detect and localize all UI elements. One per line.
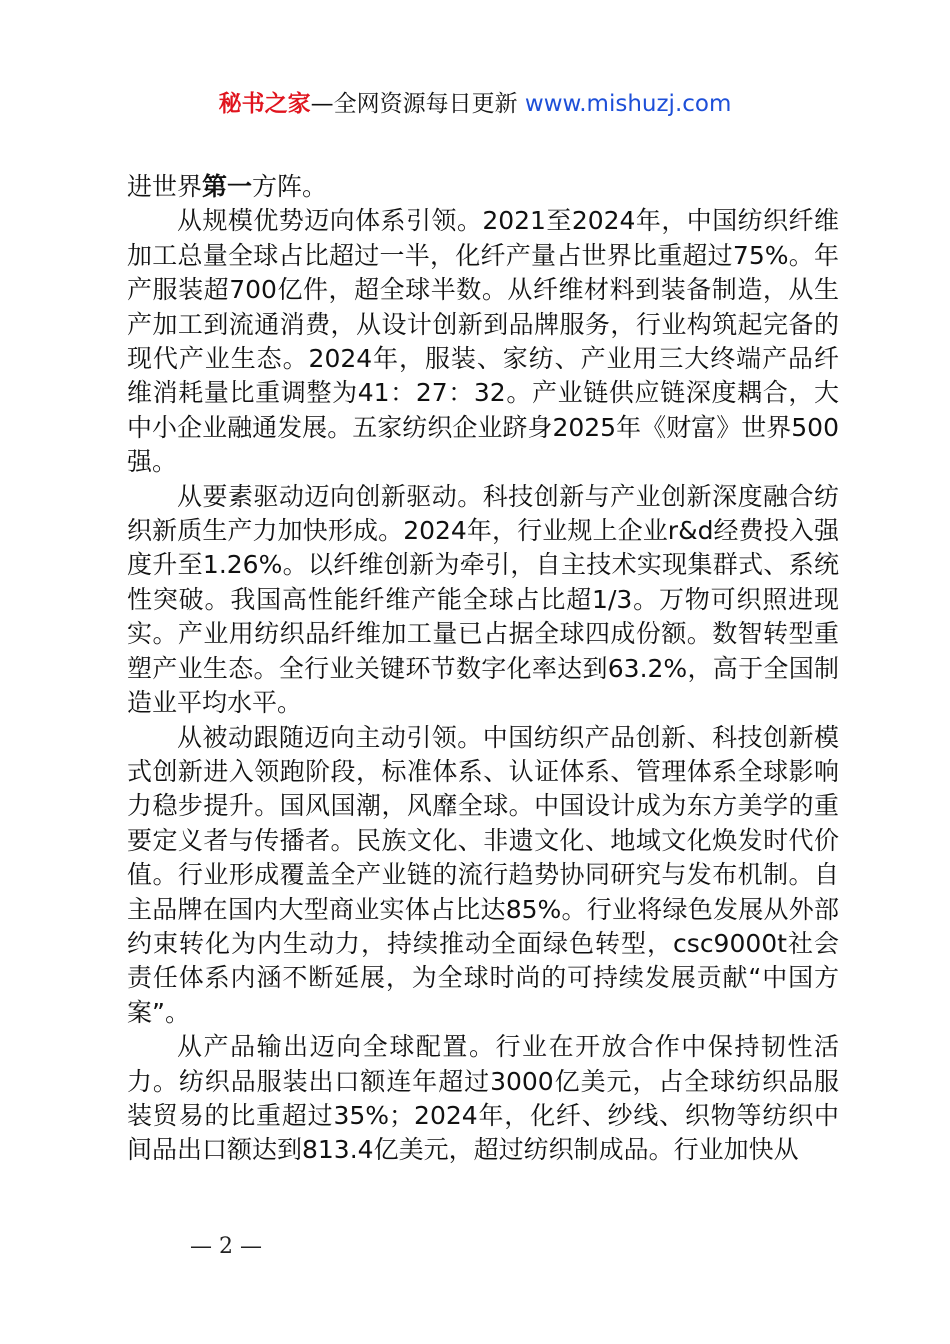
site-brand: 秘书之家	[218, 91, 311, 117]
paragraph-suffix: 方阵。	[252, 172, 328, 201]
bold-phrase: 第一	[202, 172, 253, 201]
paragraph-scale-to-system: 从规模优势迈向体系引领。2021至2024年，中国纺织纤维加工总量全球占比超过一半，化纤产量占世界比重超过75%。年产服装超700亿件，超全球半数。从纤维材料到装备制造，从生产加工到流通消费，从设计创新到品牌服务，行业构筑起完备的现代产业生态。2024年，服装、家纺、产业用三大终端产品纤维消耗量比重调整为41：27：32。产业链供应链深度耦合，大中小企业融通发展。五家纺织企业跻身2025年《财富》世界500强。	[127, 206, 839, 477]
document-body	[127, 170, 839, 1168]
paragraph-active-leading: 从被动跟随迈向主动引领。中国纺织产品创新、科技创新模式创新进入领跑阶段，标准体系、认证体系、管理体系全球影响力稳步提升。国风国潮，风靡全球。中国设计成为东方美学的重要定义者与传播者。民族文化、非遗文化、地域文化焕发时代价值。行业形成覆盖全产业链的流行趋势协同研究与发布机制。自主品牌在国内大型商业实体占比达85%。行业将绿色发展从外部约束转化为内生动力，持续推动全面绿色转型，csc9000t社会责任体系内涵不断延展，为全球时尚的可持续发展贡献“中国方案”。	[127, 722, 839, 1027]
paragraph-continuation	[127, 170, 839, 204]
site-tagline: —全网资源每日更新	[310, 91, 525, 117]
site-banner	[0, 86, 950, 122]
paragraph-innovation-driven: 从要素驱动迈向创新驱动。科技创新与产业创新深度融合纺织新质生产力加快形成。2024年，行业规上企业r&d经费投入强度升至1.26%。以纤维创新为牵引，自主技术实现集群式、系统性突破。我国高性能纤维产能全球占比超1/3。万物可织照进现实。产业用纺织品纤维加工量已占据全球四成份额。数智转型重塑产业生态。全行业关键环节数字化率达到63.2%，高于全国制造业平均水平。	[127, 481, 839, 718]
site-url-link[interactable]: www.mishuzj.com	[524, 91, 732, 117]
paragraph-prefix: 进世界	[127, 172, 203, 201]
page-number: — 2 —	[190, 1234, 262, 1259]
paragraph-global-allocation: 从产品输出迈向全球配置。行业在开放合作中保持韧性活力。纺织品服装出口额连年超过3000亿美元，占全球纺织品服装贸易的比重超过35%；2024年，化纤、纱线、织物等纺织中间品出口额达到813.4亿美元，超过纺织制成品。行业加快从	[127, 1032, 839, 1165]
